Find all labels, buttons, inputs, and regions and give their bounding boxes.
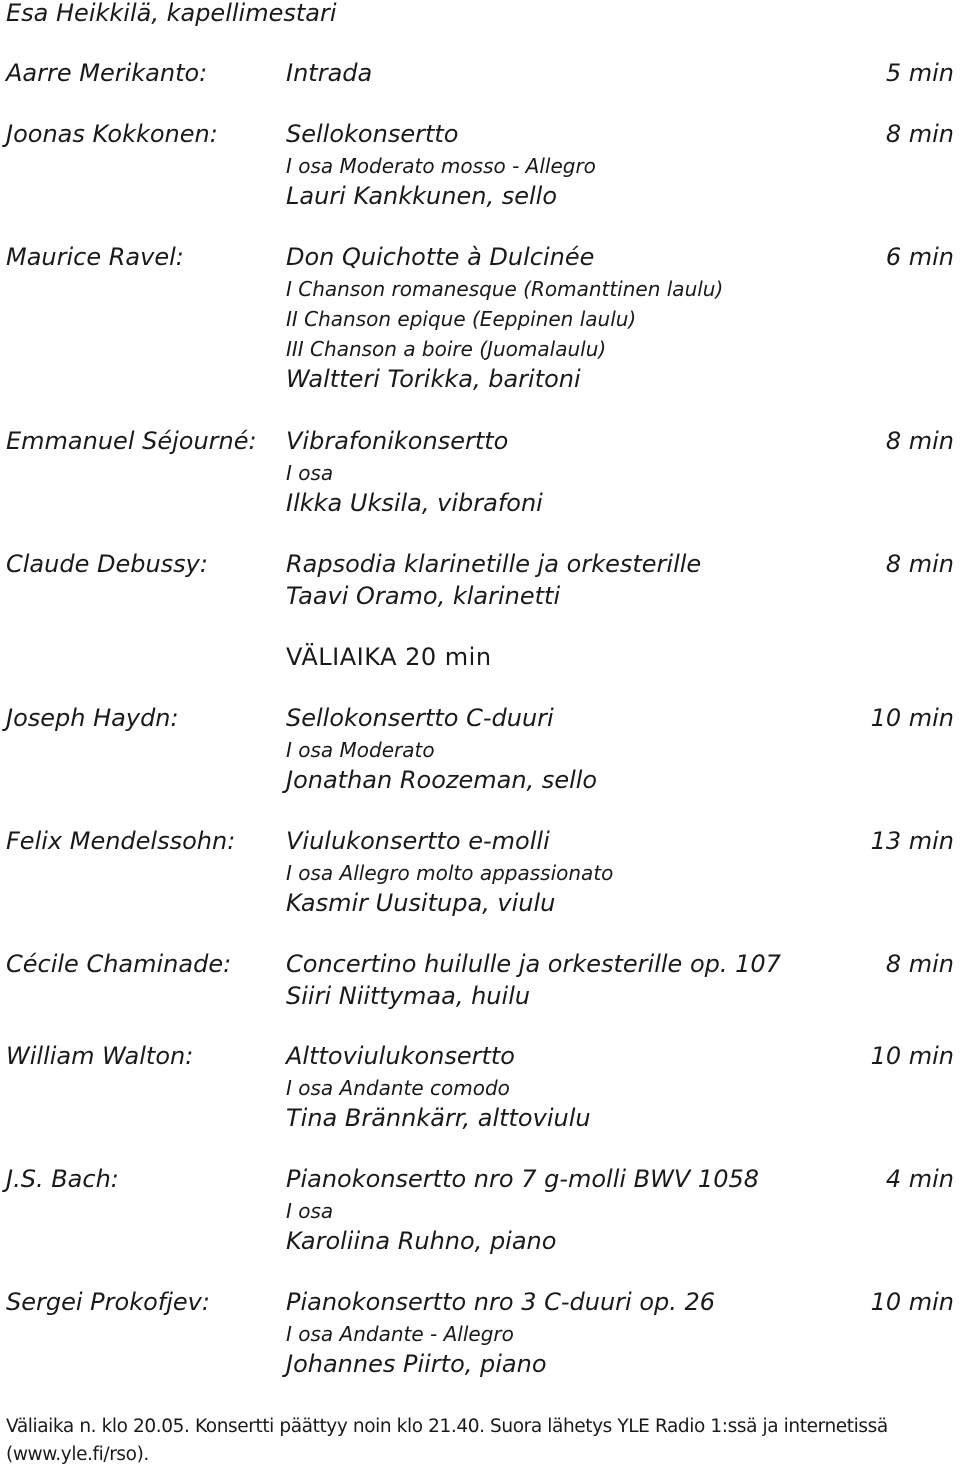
work-title: Pianokonsertto nro 7 g-molli BWV 1058 — [286, 1165, 760, 1193]
work-details — [286, 458, 543, 518]
conductor-line: Esa Heikkilä, kapellimestari — [6, 0, 337, 27]
movement-line: II Chanson epique (Eeppinen laulu) — [286, 307, 637, 331]
work-duration: 8 min — [885, 427, 954, 455]
work-duration: 6 min — [885, 243, 954, 271]
work-duration: 5 min — [885, 59, 954, 87]
composer-name: Sergei Prokofjev: — [6, 1288, 210, 1316]
movement-line: I osa Moderato mosso - Allegro — [286, 154, 596, 178]
movement-line: I osa — [286, 461, 334, 485]
work-duration: 13 min — [870, 827, 954, 855]
work-details — [286, 981, 530, 1011]
composer-name: J.S. Bach: — [6, 1165, 119, 1193]
soloist-line: Kasmir Uusitupa, viulu — [286, 889, 556, 917]
composer-name: Aarre Merikanto: — [6, 59, 208, 87]
soloist-line: Karoliina Ruhno, piano — [286, 1227, 557, 1255]
work-duration: 8 min — [885, 950, 954, 978]
soloist-line: Johannes Piirto, piano — [286, 1350, 547, 1378]
work-details — [286, 1319, 547, 1379]
composer-name: Maurice Ravel: — [6, 243, 184, 271]
movement-line: I osa Andante comodo — [286, 1076, 510, 1100]
work-details — [286, 151, 596, 211]
movement-line: I osa — [286, 1199, 334, 1223]
soloist-line: Tina Brännkärr, alttoviulu — [286, 1104, 591, 1132]
soloist-line: Waltteri Torikka, baritoni — [286, 365, 581, 393]
soloist-line: Ilkka Uksila, vibrafoni — [286, 489, 543, 517]
movement-line: I osa Allegro molto appassionato — [286, 861, 614, 885]
work-details — [286, 581, 560, 611]
work-title: Don Quichotte à Dulcinée — [286, 243, 595, 271]
movement-line: I Chanson romanesque (Romanttinen laulu) — [286, 277, 724, 301]
composer-name: Cécile Chaminade: — [6, 950, 232, 978]
work-title: Concertino huilulle ja orkesterille op. 107 — [286, 950, 781, 978]
work-title: Intrada — [286, 59, 373, 87]
soloist-line: Lauri Kankkunen, sello — [286, 182, 557, 210]
soloist-line: Taavi Oramo, klarinetti — [286, 582, 561, 610]
work-duration: 10 min — [870, 1288, 954, 1316]
soloist-line: Siiri Niittymaa, huilu — [286, 982, 531, 1010]
work-title: Vibrafonikonsertto — [286, 427, 509, 455]
intermission-label: VÄLIAIKA 20 min — [286, 643, 492, 671]
work-duration: 8 min — [885, 120, 954, 148]
composer-name: Joseph Haydn: — [6, 704, 179, 732]
composer-name: Emmanuel Séjourné: — [6, 427, 257, 455]
footer-note: Väliaika n. klo 20.05. Konsertti päättyy noin klo 21.40. Suora lähetys YLE Radio 1:ssä ja internetissä (www.yle.fi/rso). — [6, 1416, 888, 1465]
movement-line: I osa Moderato — [286, 738, 435, 762]
composer-name: Claude Debussy: — [6, 550, 208, 578]
soloist-line: Jonathan Roozeman, sello — [286, 766, 598, 794]
work-title: Alttoviulukonsertto — [286, 1042, 515, 1070]
work-details — [286, 858, 613, 918]
work-details — [286, 1196, 556, 1256]
work-details — [286, 274, 723, 394]
work-duration: 8 min — [885, 550, 954, 578]
work-duration: 10 min — [870, 1042, 954, 1070]
work-duration: 10 min — [870, 704, 954, 732]
work-details — [286, 1073, 591, 1133]
composer-name: Joonas Kokkonen: — [6, 120, 218, 148]
work-details — [286, 735, 597, 795]
composer-name: William Walton: — [6, 1042, 194, 1070]
work-title: Sellokonsertto — [286, 120, 459, 148]
movement-line: I osa Andante - Allegro — [286, 1322, 514, 1346]
composer-name: Felix Mendelssohn: — [6, 827, 236, 855]
work-title: Rapsodia klarinetille ja orkesterille — [286, 550, 702, 578]
work-title: Viulukonsertto e-molli — [286, 827, 550, 855]
work-title: Sellokonsertto C-duuri — [286, 704, 554, 732]
work-duration: 4 min — [885, 1165, 954, 1193]
work-title: Pianokonsertto nro 3 C-duuri op. 26 — [286, 1288, 716, 1316]
movement-line: III Chanson a boire (Juomalaulu) — [286, 337, 607, 361]
